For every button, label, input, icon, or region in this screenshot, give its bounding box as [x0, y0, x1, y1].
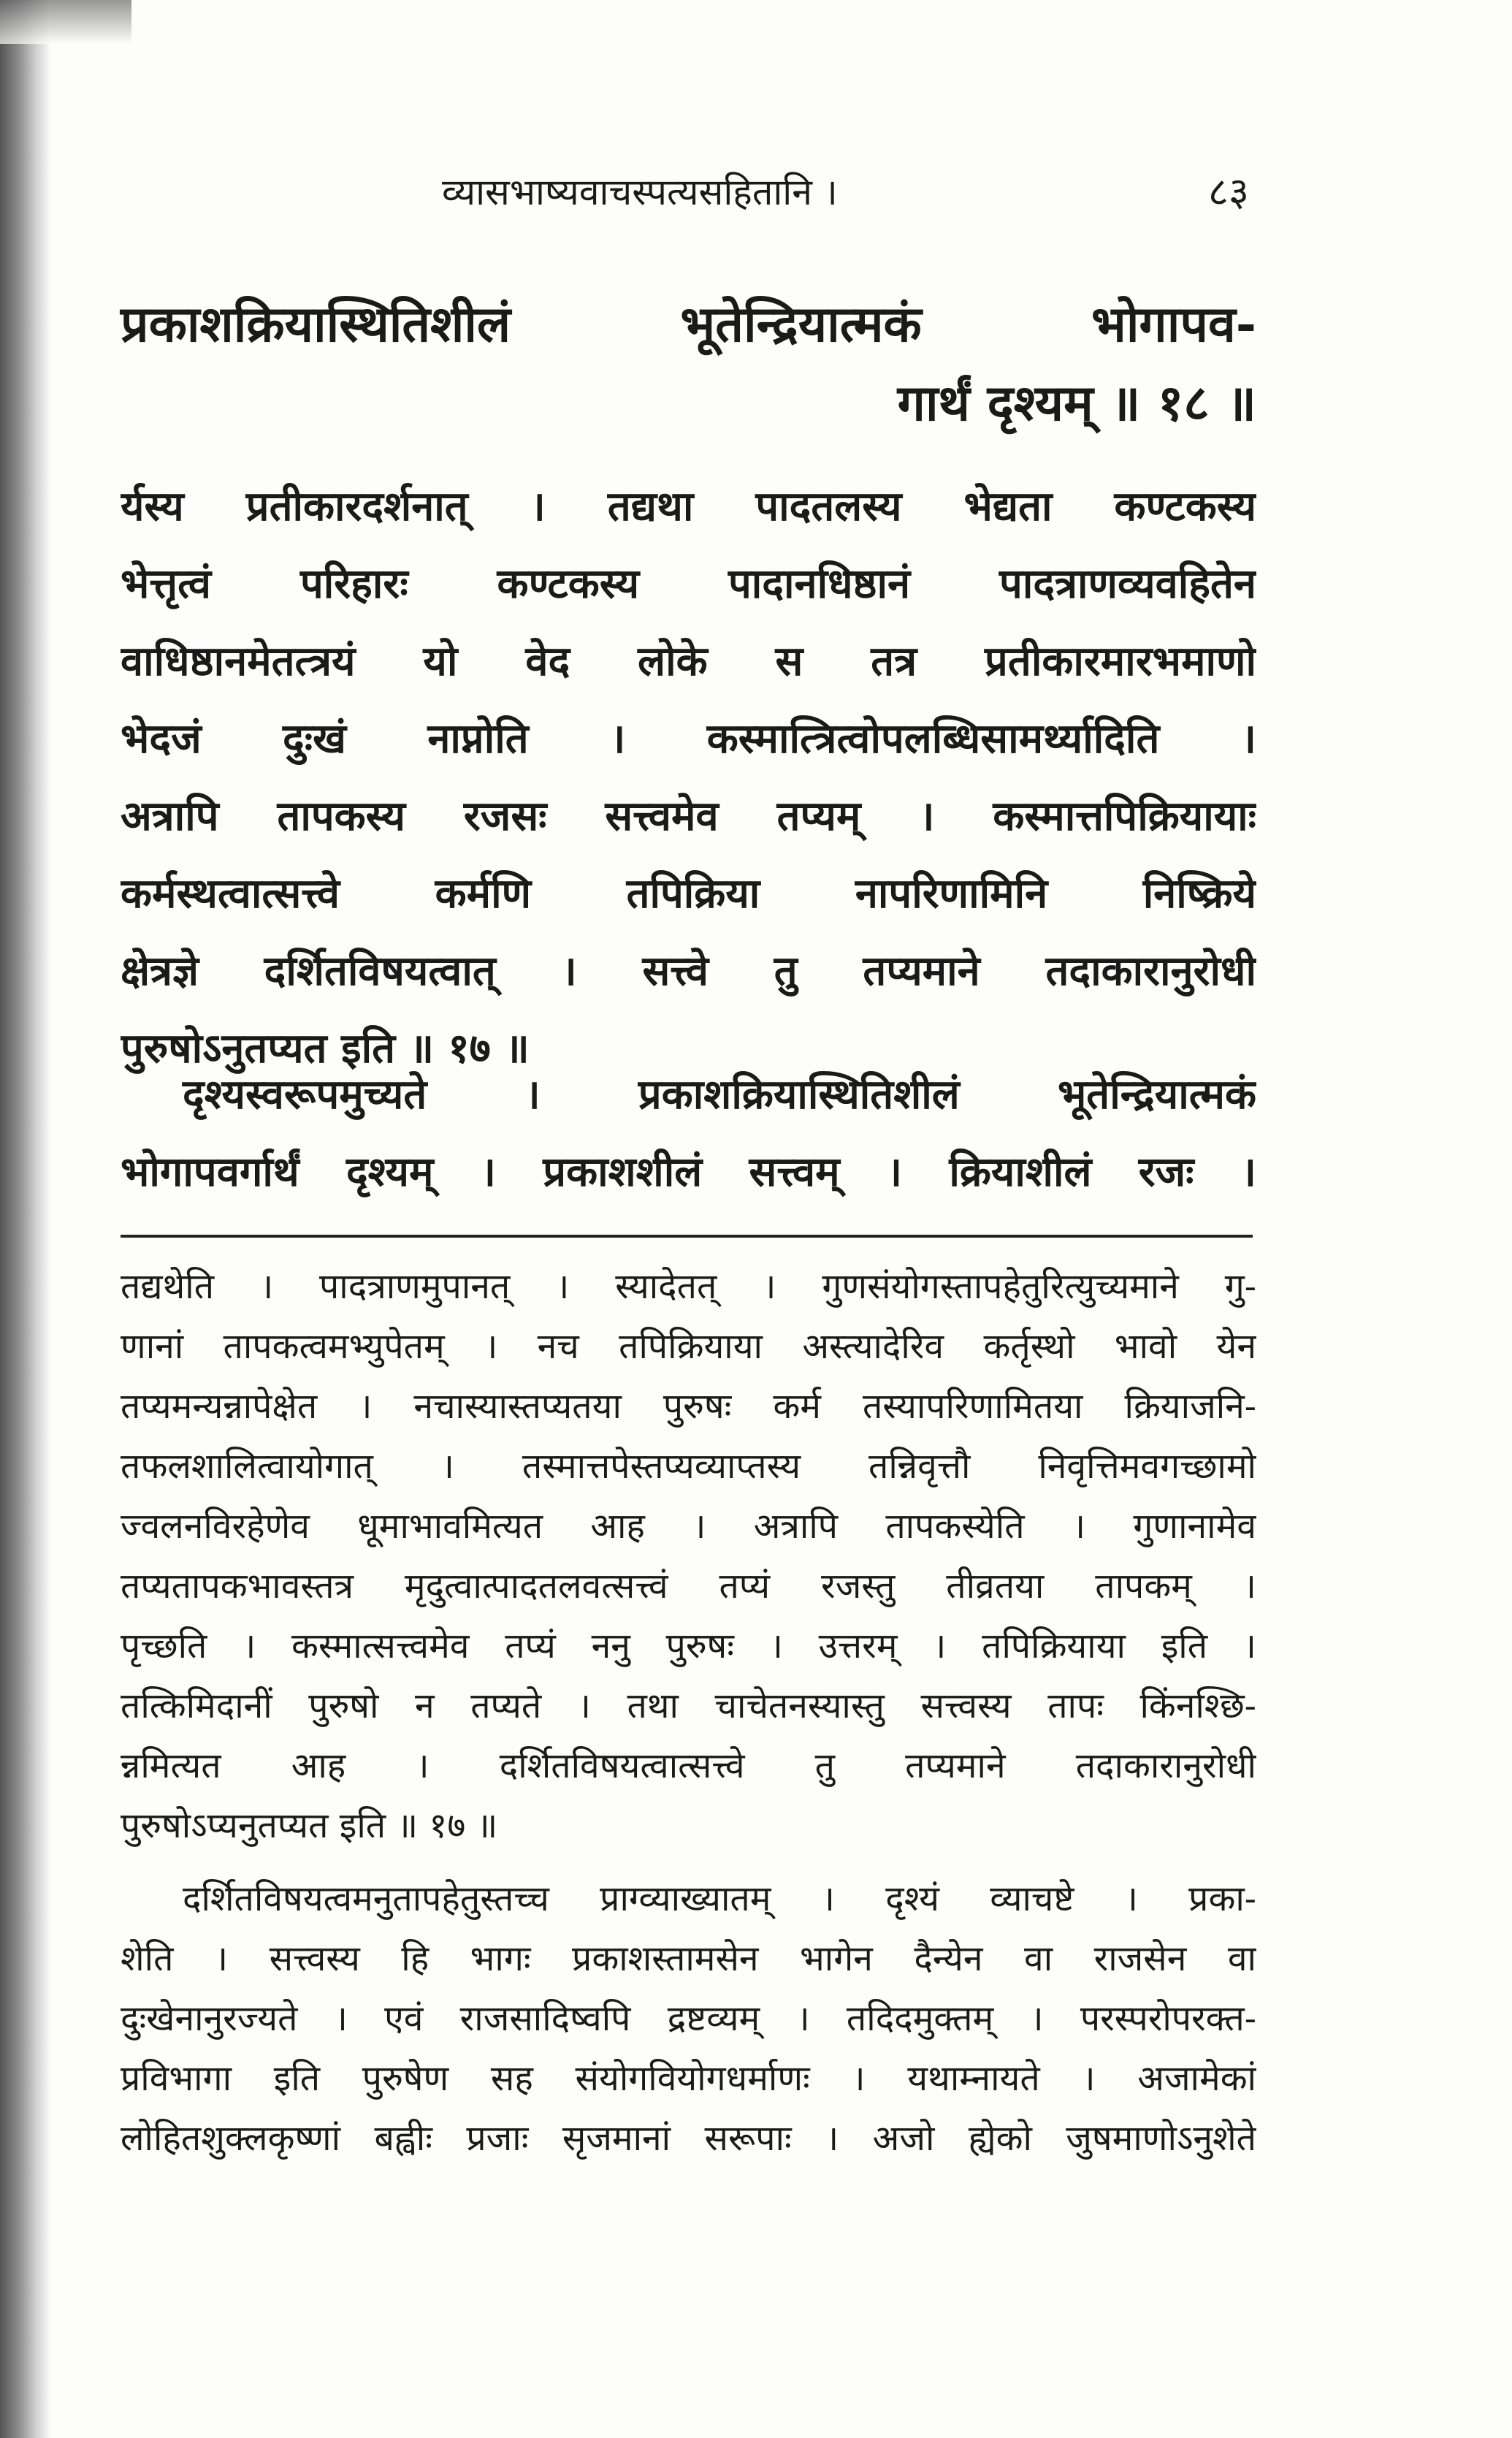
commentary-line: तफलशालित्वायोगात् । तस्मात्तपेस्तप्यव्याप्तस्य तन्निवृत्तौ निवृत्तिमवगच्छामो — [121, 1446, 1256, 1487]
commentary-line: तद्यथेति । पादत्राणमुपानत् । स्यादेतत् । गुणसंयोगस्तापहेतुरित्युच्यमाने गु- — [121, 1266, 1256, 1307]
commentary-line: ज्वलनविरहेणेव धूमाभावमित्यत आह । अत्रापि तापकस्येति । गुणानामेव — [121, 1506, 1256, 1547]
commentary-line: तप्यतापकभावस्तत्र मृदुत्वात्पादतलवत्सत्त्वं तप्यं रजस्तु तीव्रतया तापकम् । — [121, 1566, 1256, 1607]
running-title: व्यासभाष्यवाचस्पत्यसहितानि । — [442, 171, 838, 213]
bhashya-line: वाधिष्ठानमेतत्त्रयं यो वेद लोके स तत्र प्रतीकारमारभमाणो — [121, 637, 1256, 685]
commentary-line: तत्किमिदानीं पुरुषो न तप्यते । तथा चाचेतनस्यास्तु सत्त्वस्य तापः किंनश्छि- — [121, 1685, 1256, 1726]
bhashya-line: क्षेत्रज्ञे दर्शितविषयत्वात् । सत्त्वे तु तप्यमाने तदाकारानुरोधी — [121, 947, 1256, 995]
bhashya-paragraph-2 — [121, 1056, 1256, 1211]
bhashya-paragraph — [121, 468, 1256, 1087]
commentary-line: पुरुषोऽप्यनुतप्यत इति ॥ १७ ॥ — [121, 1805, 498, 1846]
commentary-line: लोहितशुक्लकृष्णां बह्वीः प्रजाः सृजमानां सरूपाः । अजो ह्येको जुषमाणोऽनुशेते — [121, 2118, 1256, 2159]
commentary-line: तप्यमन्यन्नापेक्षेत । नचास्यास्तप्यतया पुरुषः कर्म तस्यापरिणामितया क्रियाजनि- — [121, 1386, 1256, 1427]
commentary-line: दुःखेनानुरज्यते । एवं राजसादिष्वपि द्रष्टव्यम् । तदिदमुक्तम् । परस्परोपरक्त- — [121, 1998, 1256, 2039]
commentary-line: शेति । सत्त्वस्य हि भागः प्रकाशस्तामसेन भागेन दैन्येन वा राजसेन वा — [121, 1938, 1256, 1979]
commentary-line: प्रविभागा इति पुरुषेण सह संयोगवियोगधर्माणः । यथाम्नायते । अजामेकां — [121, 2058, 1256, 2099]
bhashya-line: र्यस्य प्रतीकारदर्शनात् । तद्यथा पादतलस्य भेद्यता कण्टकस्य — [121, 482, 1256, 530]
sutra-line: गार्थं दृश्यम् ॥ १८ ॥ — [897, 374, 1256, 433]
bhashya-line: भेत्तृत्वं परिहारः कण्टकस्य पादानधिष्ठानं पादत्राणव्यवहितेन — [121, 560, 1256, 608]
bhashya-line: भेदजं दुःखं नाप्नोति । कस्मात्त्रित्वोपलब्धिसामर्थ्यादिति । — [121, 715, 1256, 763]
binding-shadow — [0, 0, 51, 2438]
bhashya-line: पुरुषोऽनुतप्यत इति ॥ १७ ॥ — [121, 1024, 530, 1073]
commentary-divider — [121, 1235, 1253, 1238]
bhashya-line: अत्रापि तापकस्य रजसः सत्त्वमेव तप्यम् । कस्मात्तपिक्रियायाः — [121, 792, 1256, 840]
commentary-line: णानां तापकत्वमभ्युपेतम् । नच तपिक्रियाया अस्त्यादेरिव कर्तृस्थो भावो येन — [121, 1326, 1256, 1367]
sutra-line: प्रकाशक्रियास्थितिशीलं भूतेन्द्रियात्मकं भोगापव- — [121, 295, 1256, 354]
bhashya-line: कर्मस्थत्वात्सत्त्वे कर्मणि तपिक्रिया नापरिणामिनि निष्क्रिये — [121, 869, 1256, 918]
page-number: ८३ — [1207, 169, 1249, 215]
commentary-line: पृच्छति । कस्मात्सत्त्वमेव तप्यं ननु पुरुषः । उत्तरम् । तपिक्रियाया इति । — [121, 1626, 1256, 1666]
bhashya-line: भोगापवर्गार्थं दृश्यम् । प्रकाशशीलं सत्त्वम् । क्रियाशीलं रजः । — [121, 1148, 1256, 1196]
bhashya-line: दृश्यस्वरूपमुच्यते । प्रकाशक्रियास्थितिशीलं भूतेन्द्रियात्मकं — [183, 1070, 1256, 1119]
binding-shadow-top — [0, 0, 131, 44]
commentary-block — [121, 1257, 1256, 2168]
commentary-line: न्नमित्यत आह । दर्शितविषयत्वात्सत्त्वे तु तप्यमाने तदाकारानुरोधी — [121, 1745, 1256, 1786]
sutra-text — [121, 285, 1256, 443]
running-head — [124, 167, 1249, 218]
commentary-line: दर्शितविषयत्वमनुतापहेतुस्तच्च प्राग्व्याख्यातम् । दृश्यं व्याचष्टे । प्रका- — [183, 1878, 1256, 1919]
